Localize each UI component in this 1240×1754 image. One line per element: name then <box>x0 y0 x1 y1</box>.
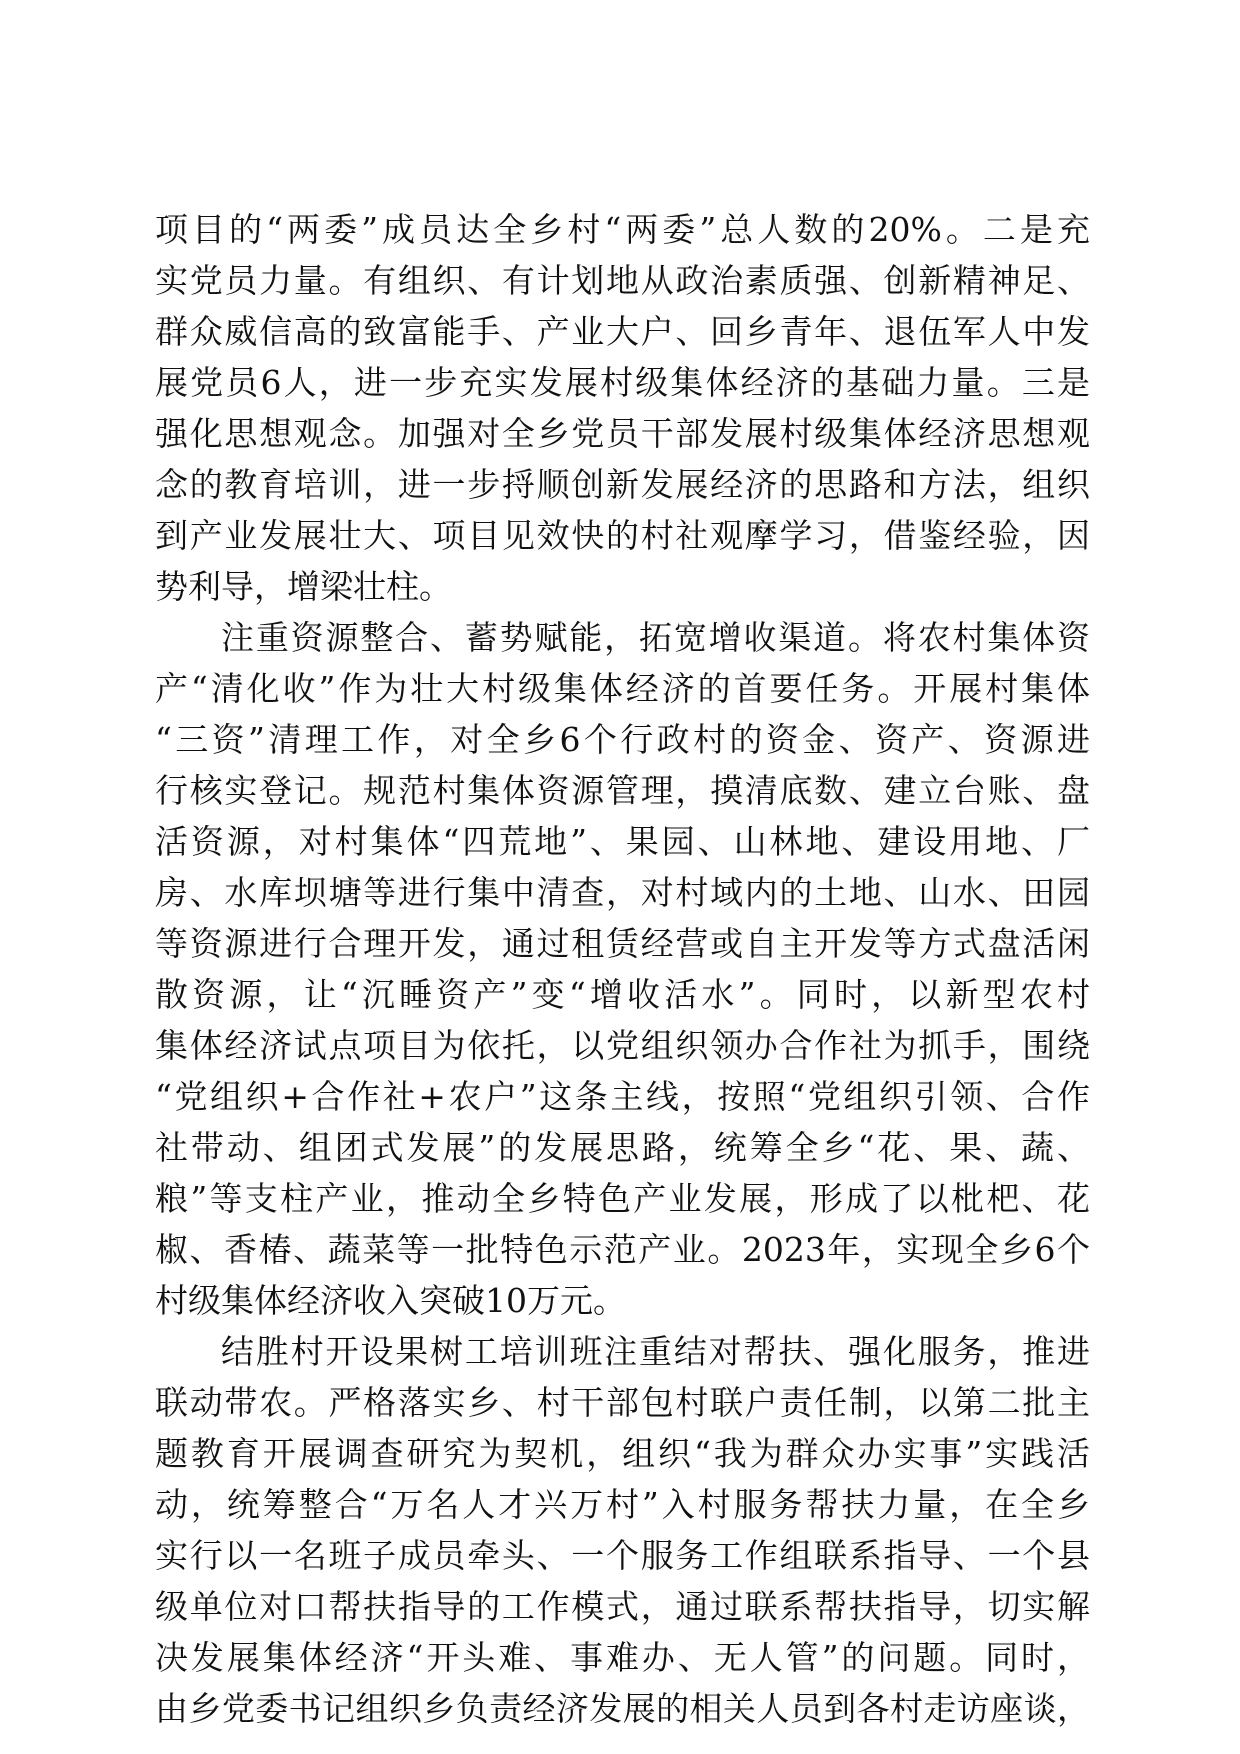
text-line: 项目的“两委”成员达全乡村“两委”总人数的20%。二是充 <box>155 210 1090 249</box>
text-line: 粮”等支柱产业，推动全乡特色产业发展，形成了以枇杷、花 <box>155 1179 1090 1218</box>
text-line: 实行以一名班子成员牵头、一个服务工作组联系指导、一个县 <box>155 1536 1090 1575</box>
text-line: 等资源进行合理开发，通过租赁经营或自主开发等方式盘活闲 <box>155 924 1090 963</box>
text-line: 展党员6人，进一步充实发展村级集体经济的基础力量。三是 <box>155 363 1090 402</box>
text-line: 决发展集体经济“开头难、事难办、无人管”的问题。同时， <box>155 1638 1090 1677</box>
text-line: 村级集体经济收入突破10万元。 <box>155 1281 626 1320</box>
text-line: 题教育开展调查研究为契机，组织“我为群众办实事”实践活 <box>155 1434 1090 1473</box>
text-line: 房、水库坝塘等进行集中清查，对村域内的土地、山水、田园 <box>155 873 1090 912</box>
text-line: 级单位对口帮扶指导的工作模式，通过联系帮扶指导，切实解 <box>155 1587 1090 1626</box>
text-line: 产“清化收”作为壮大村级集体经济的首要任务。开展村集体 <box>155 669 1090 708</box>
paragraph-1 <box>155 204 1090 612</box>
text-line: 由乡党委书记组织乡负责经济发展的相关人员到各村走访座谈， <box>155 1689 1090 1728</box>
paragraph-2 <box>155 612 1090 1326</box>
text-line: 活资源，对村集体“四荒地”、果园、山林地、建设用地、厂 <box>155 822 1090 861</box>
text-line: 到产业发展壮大、项目见效快的村社观摩学习，借鉴经验，因 <box>155 516 1090 555</box>
text-line: 行核实登记。规范村集体资源管理，摸清底数、建立台账、盘 <box>155 771 1090 810</box>
text-line: 结胜村开设果树工培训班注重结对帮扶、强化服务，推进 <box>221 1332 1090 1371</box>
text-line: 实党员力量。有组织、有计划地从政治素质强、创新精神足、 <box>155 261 1090 300</box>
text-line: 动，统筹整合“万名人才兴万村”入村服务帮扶力量，在全乡 <box>155 1485 1090 1524</box>
text-line: “三资”清理工作，对全乡6个行政村的资金、资产、资源进 <box>155 720 1090 759</box>
text-line: 椒、香椿、蔬菜等一批特色示范产业。2023年，实现全乡6个 <box>155 1230 1090 1269</box>
text-line: “党组织+合作社+农户”这条主线，按照“党组织引领、合作 <box>155 1077 1090 1116</box>
text-line: 群众威信高的致富能手、产业大户、回乡青年、退伍军人中发 <box>155 312 1090 351</box>
text-line: 强化思想观念。加强对全乡党员干部发展村级集体经济思想观 <box>155 414 1090 453</box>
text-line: 联动带农。严格落实乡、村干部包村联户责任制，以第二批主 <box>155 1383 1090 1422</box>
body-text <box>155 204 1090 1734</box>
paragraph-3 <box>155 1326 1090 1734</box>
text-line: 势利导，增梁壮柱。 <box>155 567 452 606</box>
text-line: 散资源，让“沉睡资产”变“增收活水”。同时，以新型农村 <box>155 975 1090 1014</box>
text-line: 念的教育培训，进一步捋顺创新发展经济的思路和方法，组织 <box>155 465 1090 504</box>
text-line: 社带动、组团式发展”的发展思路，统筹全乡“花、果、蔬、 <box>155 1128 1090 1167</box>
text-line: 集体经济试点项目为依托，以党组织领办合作社为抓手，围绕 <box>155 1026 1090 1065</box>
text-line: 注重资源整合、蓄势赋能，拓宽增收渠道。将农村集体资 <box>221 618 1090 657</box>
